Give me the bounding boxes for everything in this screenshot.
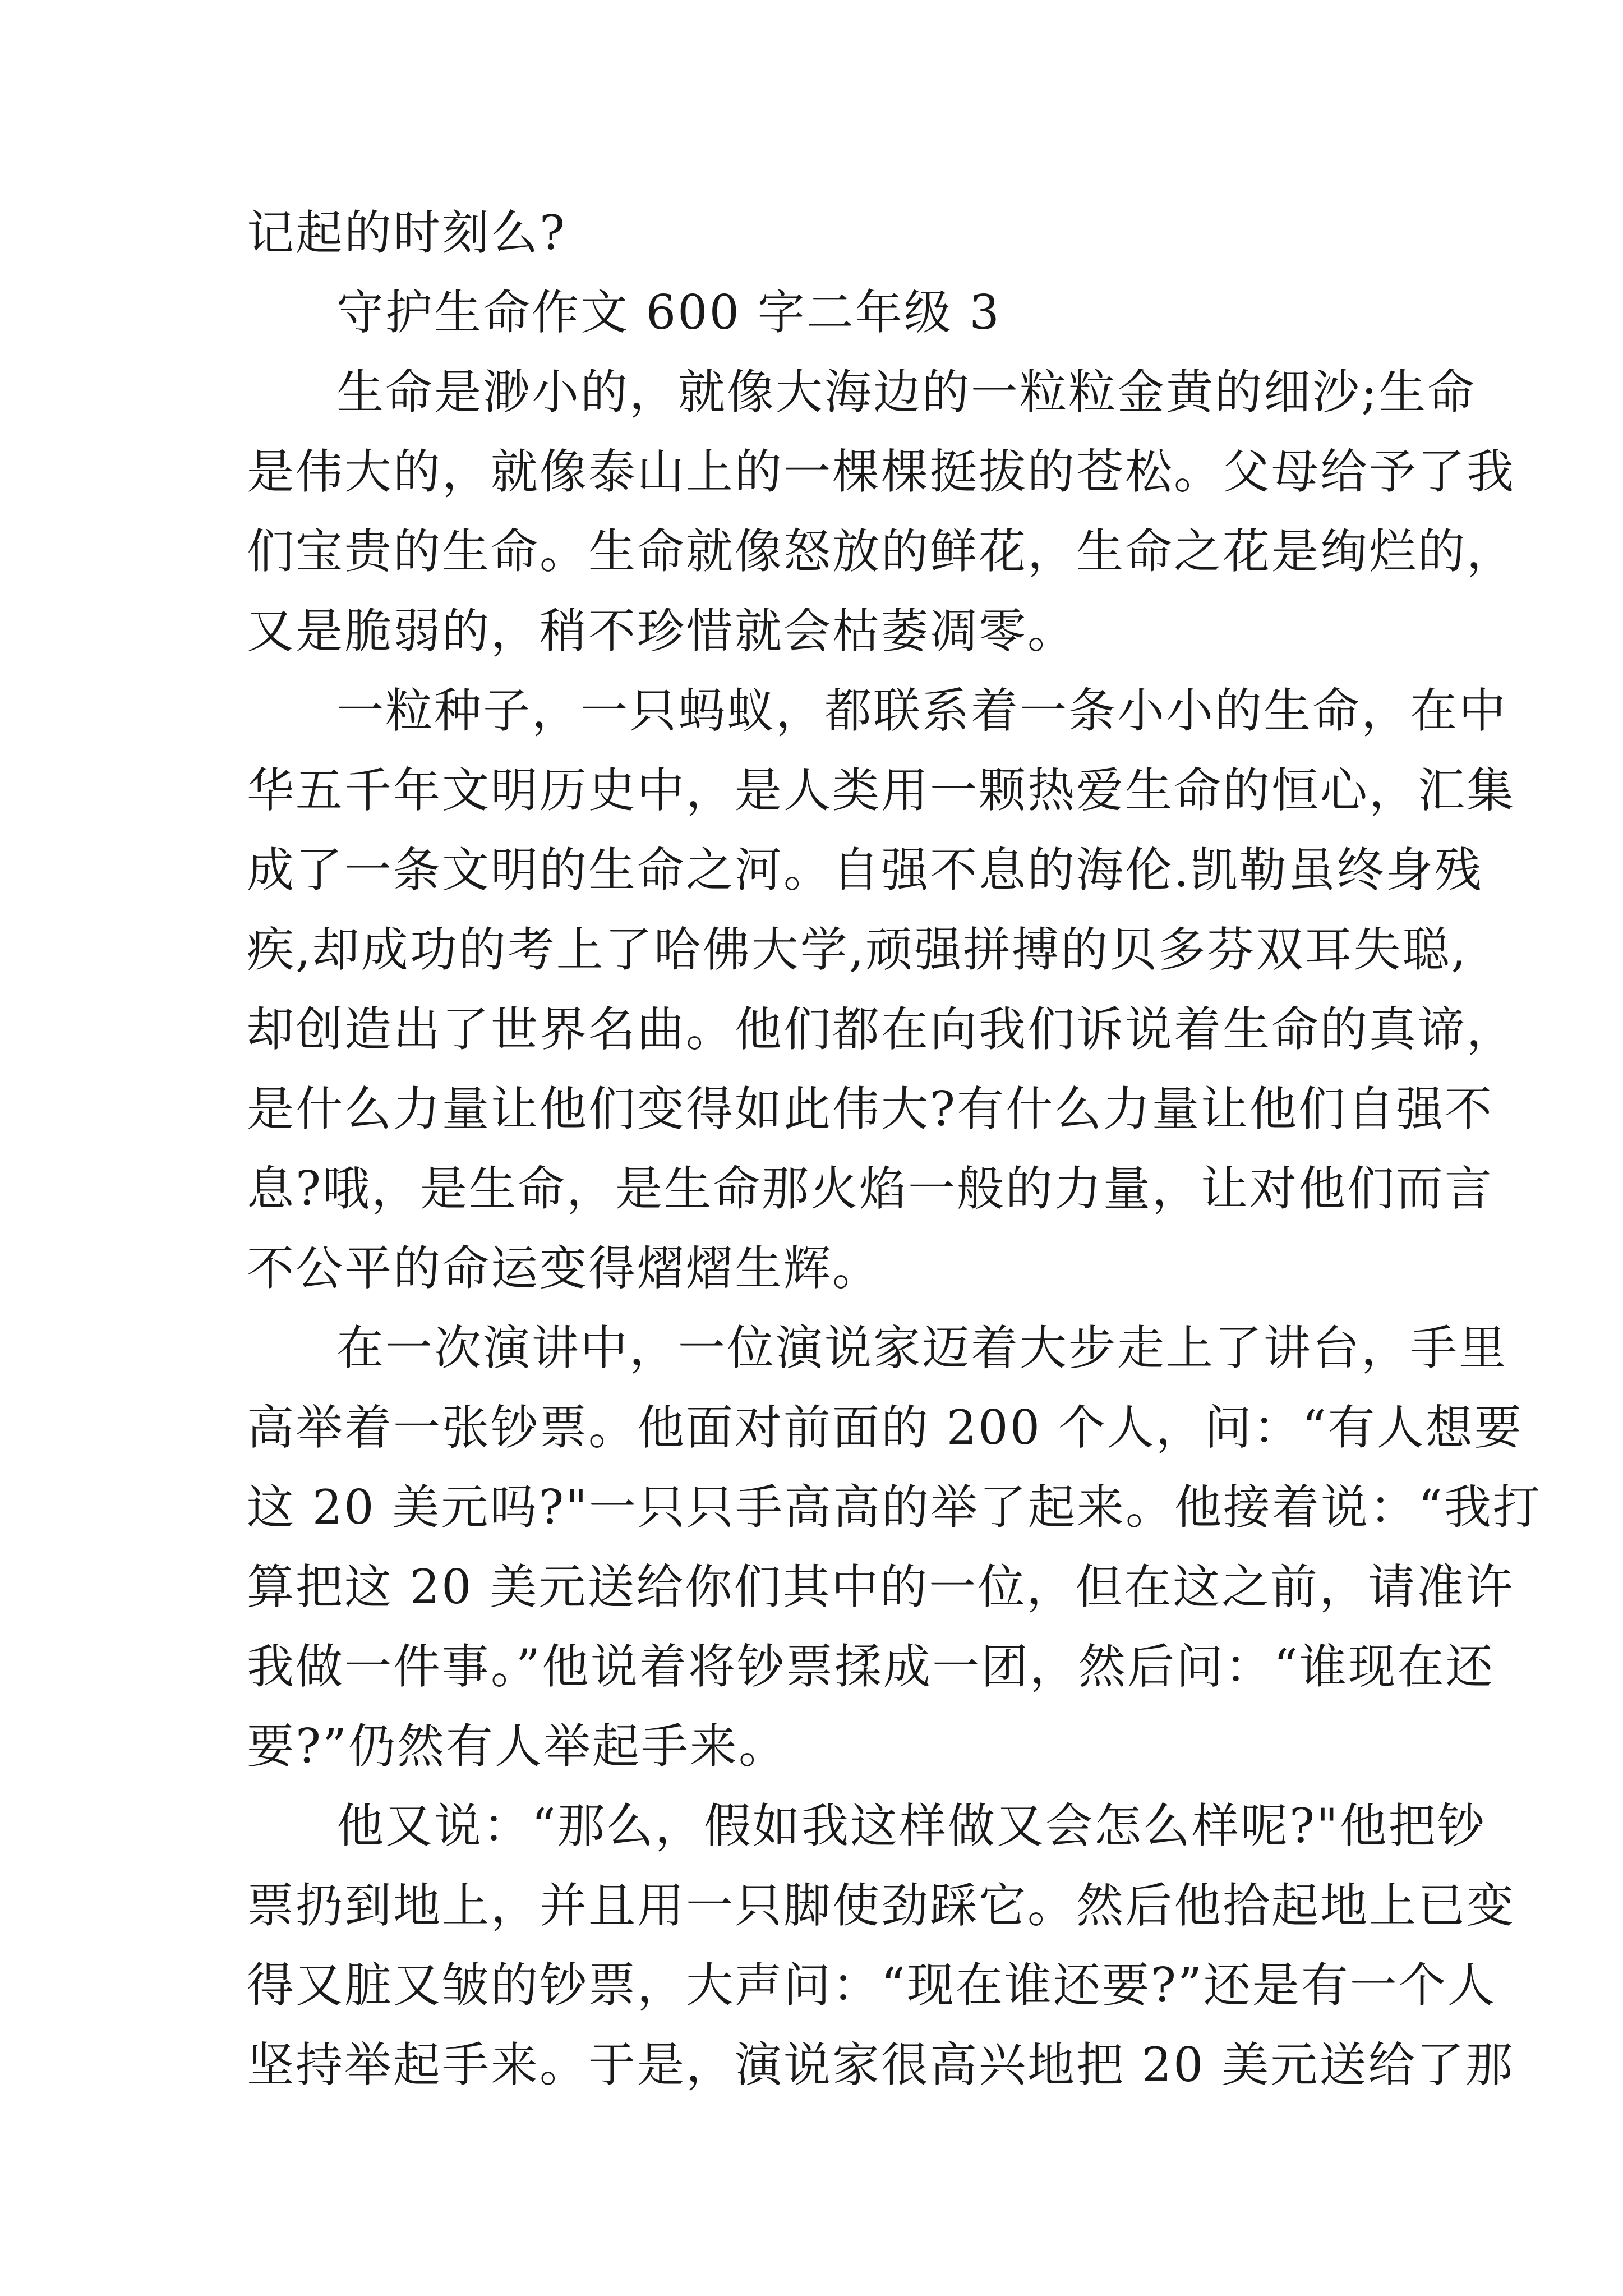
text-line: 一粒种子，一只蚂蚁，都联系着一条小小的生命，在中 bbox=[336, 683, 1508, 738]
text-line: 不公平的命运变得熠熠生辉。 bbox=[247, 1241, 882, 1296]
text-line: 成了一条文明的生命之河。自强不息的海伦.凯勒虽终身残 bbox=[247, 843, 1483, 898]
text-line: 我做一件事。”他说着将钞票揉成一团，然后问：“谁现在还 bbox=[247, 1639, 1495, 1694]
text-line: 要?”仍然有人举起手来。 bbox=[247, 1719, 787, 1774]
text-line: 得又脏又皱的钞票，大声问：“现在谁还要?”还是有一个人 bbox=[247, 1958, 1496, 2013]
text-line: 是什么力量让他们变得如此伟大?有什么力量让他们自强不 bbox=[247, 1082, 1494, 1137]
text-line: 却创造出了世界名曲。他们都在向我们诉说着生命的真谛， bbox=[247, 1002, 1516, 1057]
text-line: 这 20 美元吗?"一只只手高高的举了起来。他接着说：“我打 bbox=[247, 1480, 1542, 1535]
text-line: 又是脆弱的，稍不珍惜就会枯萎凋零。 bbox=[247, 604, 1077, 659]
text-line: 高举着一张钞票。他面对前面的 200 个人，问：“有人想要 bbox=[247, 1400, 1523, 1455]
text-line: 华五千年文明历史中，是人类用一颗热爱生命的恒心，汇集 bbox=[247, 763, 1516, 818]
text-line: 坚持举起手来。于是，演说家很高兴地把 20 美元送给了那 bbox=[247, 2037, 1515, 2092]
section-heading: 守护生命作文 600 字二年级 3 bbox=[336, 285, 1001, 340]
text-line: 们宝贵的生命。生命就像怒放的鲜花，生命之花是绚烂的， bbox=[247, 524, 1516, 579]
text-line: 票扔到地上，并且用一只脚使劲踩它。然后他拾起地上已变 bbox=[247, 1878, 1516, 1933]
text-line: 是伟大的，就像泰山上的一棵棵挺拔的苍松。父母给予了我 bbox=[247, 444, 1516, 499]
text-line: 他又说：“那么，假如我这样做又会怎么样呢?"他把钞 bbox=[336, 1798, 1486, 1853]
text-line: 在一次演讲中，一位演说家迈着大步走上了讲台，手里 bbox=[336, 1320, 1508, 1375]
text-line: 记起的时刻么? bbox=[247, 205, 567, 260]
text-line: 疾,却成功的考上了哈佛大学,顽强拼搏的贝多芬双耳失聪, bbox=[247, 922, 1468, 977]
text-line: 算把这 20 美元送给你们其中的一位，但在这之前，请准许 bbox=[247, 1559, 1515, 1614]
text-line: 生命是渺小的，就像大海边的一粒粒金黄的细沙;生命 bbox=[336, 365, 1477, 420]
text-line: 息?哦，是生命，是生命那火焰一般的力量，让对他们而言 bbox=[247, 1161, 1494, 1216]
